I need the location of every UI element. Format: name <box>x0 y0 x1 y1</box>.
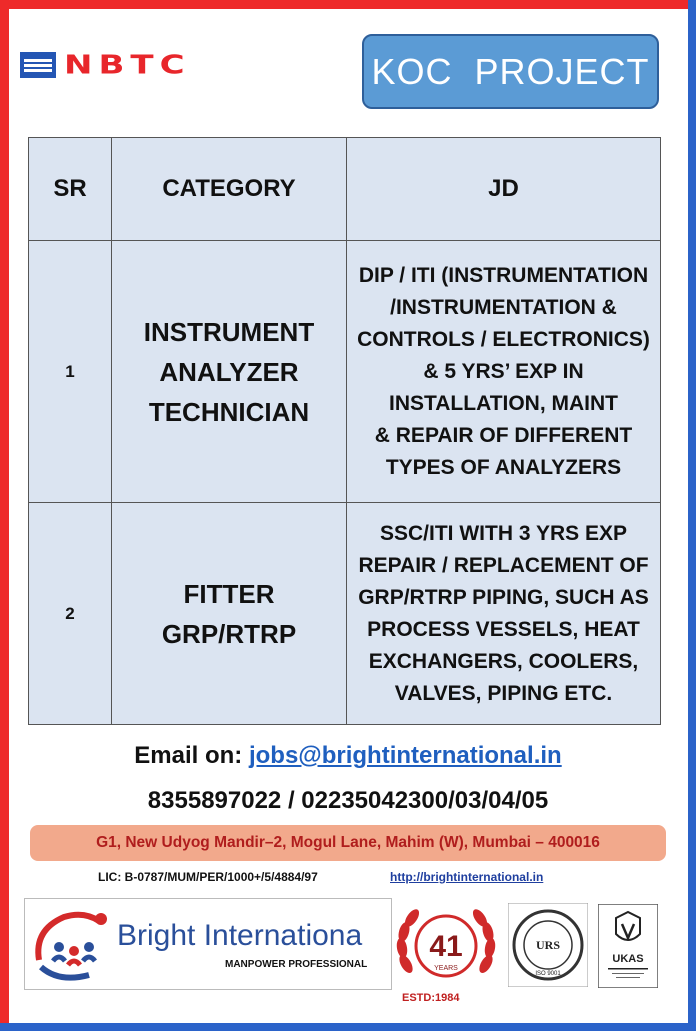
jd-line: EXCHANGERS, COOLERS, <box>368 649 639 673</box>
category-line: GRP/RTRP <box>161 618 297 649</box>
row-jd <box>347 503 661 725</box>
table-header-row <box>29 138 661 241</box>
years-label: YEARS <box>434 965 458 972</box>
years-number: 41 <box>429 930 463 963</box>
iso-text: ISO 9001 <box>535 971 561 977</box>
urs-iso-certification-icon <box>508 903 588 987</box>
category-line: FITTER <box>183 578 275 609</box>
column-header-category: CATEGORY <box>112 138 347 241</box>
jd-line: REPAIR / REPLACEMENT OF <box>358 553 649 577</box>
email-line <box>0 742 696 770</box>
email-link[interactable]: jobs@brightinternational.in <box>248 742 562 769</box>
ukas-text: UKAS <box>612 953 644 965</box>
jd-line: & REPAIR OF DIFFERENT <box>374 423 633 447</box>
company-tagline: MANPOWER PROFESSIONAL <box>225 959 368 970</box>
jd-line: /INSTRUMENTATION & <box>390 295 617 319</box>
column-header-sr: SR <box>29 138 112 241</box>
project-title-box: KOC PROJECT <box>362 34 659 109</box>
company-name: Bright Internationa <box>117 919 363 952</box>
jd-line: SSC/ITI WITH 3 YRS EXP <box>380 521 627 545</box>
category-line: TECHNICIAN <box>148 396 310 427</box>
jd-line: DIP / ITI (INSTRUMENTATION <box>358 263 649 287</box>
jd-line: VALVES, PIPING ETC. <box>394 681 613 705</box>
established-year: ESTD:1984 <box>402 992 460 1004</box>
row-category <box>112 241 347 503</box>
row-jd <box>347 241 661 503</box>
urs-text: URS <box>535 938 561 952</box>
row-sr: 2 <box>29 503 112 725</box>
jd-line: TYPES OF ANALYZERS <box>385 455 622 479</box>
row-category <box>112 503 347 725</box>
jd-line: CONTROLS / ELECTRONICS) <box>357 327 650 351</box>
jd-line: & 5 YRS’ EXP IN <box>423 359 584 383</box>
nbtc-logo-text: NBTC <box>64 50 191 80</box>
category-line: INSTRUMENT <box>143 316 315 347</box>
bright-international-banner <box>24 898 392 990</box>
phone-numbers: 8355897022 / 02235042300/03/04/05 <box>147 787 549 814</box>
ukas-certification-icon <box>598 904 658 988</box>
red-border-top <box>0 0 696 9</box>
email-label: Email on: <box>134 742 249 769</box>
red-border-left <box>0 0 9 1031</box>
jd-line: PROCESS VESSELS, HEAT <box>367 617 640 641</box>
jd-line: GRP/RTRP PIPING, SUCH AS <box>358 585 649 609</box>
blue-border-bottom <box>0 1023 696 1031</box>
address-banner: G1, New Udyog Mandir–2, Mogul Lane, Mahim (W), Mumbai – 400016 <box>30 825 666 861</box>
table-row <box>29 503 661 725</box>
category-line: ANALYZER <box>159 356 299 387</box>
column-header-jd: JD <box>347 138 661 241</box>
jobs-table <box>28 137 661 725</box>
blue-border-right <box>688 0 696 1031</box>
jd-line: INSTALLATION, MAINT <box>388 391 619 415</box>
license-number: LIC: B-0787/MUM/PER/1000+/5/4884/97 <box>98 870 318 884</box>
bright-globe-logo-icon <box>29 905 119 985</box>
table-row <box>29 241 661 503</box>
row-sr: 1 <box>29 241 112 503</box>
41-years-badge-icon <box>392 904 500 990</box>
nbtc-logo <box>20 45 191 85</box>
website-link[interactable]: http://brightinternational.in <box>390 870 544 884</box>
nbtc-logo-icon <box>20 52 56 78</box>
